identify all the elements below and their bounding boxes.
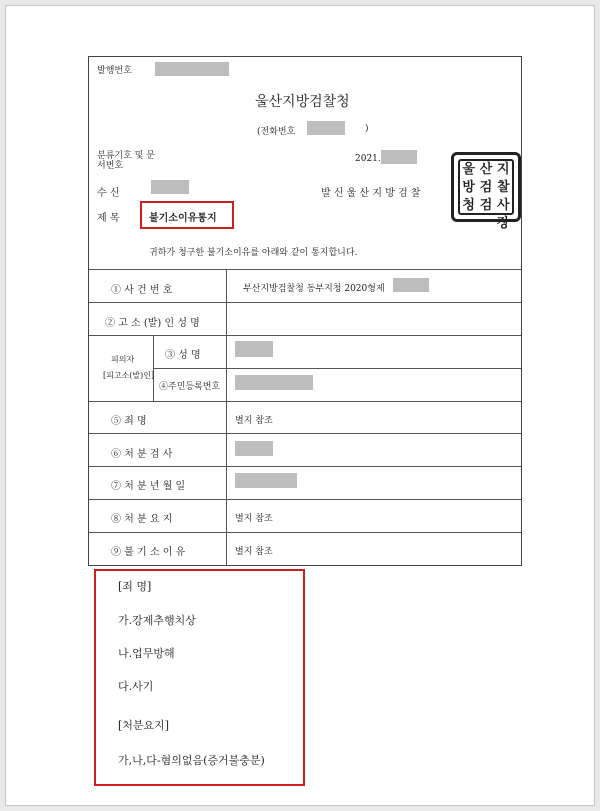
annex-crime-item: 가.강제추행치상 [118,614,196,627]
row-label-case-number: ① 사 건 번 호 [111,285,173,296]
annex-crime-header: [죄 명] [118,580,152,593]
case-number-redaction [393,278,429,292]
notice-document [88,56,522,566]
row-label-disposition-summary: ⑧ 처 분 요 지 [111,514,173,525]
annex-crime-item: 다.사기 [118,680,154,693]
phone-redaction [307,121,345,135]
annex-disposition-header: [처분요지] [118,719,170,732]
agency-title: 울산지방검찰청 [255,94,350,110]
row-label-non-indictment-reason: ⑨ 불 기 소 이 유 [111,547,186,558]
issue-number-label: 발행번호 [97,66,132,76]
suspect-label-sub: [피고소(발)인] [103,371,155,380]
seal-character: 울 [462,162,475,177]
phone-label: (전화번호 [257,127,296,137]
subject-label: 제 목 [97,213,120,224]
table-top-border [89,269,521,270]
table-column-divider [226,269,227,565]
row-label-resident-number: ④주민등록번호 [159,382,221,392]
seal-character: 사장 [497,198,510,231]
table-row-divider [89,302,521,303]
document-class-label: 분류기호 및 문서번호 [97,151,155,171]
date-redaction [381,150,417,164]
resident-number-redaction [235,375,313,390]
table-row-divider [153,368,521,369]
subject-value: 불기소이유통지 [149,213,217,224]
annex-disposition-text: 가,나,다-혐의없음(증거불충분) [118,754,265,767]
row-label-prosecutor: ⑥ 처 분 검 사 [111,449,173,460]
table-row-divider [89,466,521,467]
seal-character: 청 [462,198,475,213]
row-label-complainant: ② 고 소 (발) 인 성 명 [105,318,200,329]
table-column-divider [153,335,154,401]
intro-text: 귀하가 청구한 불기소이유를 아래와 같이 통지합니다. [149,248,358,258]
seal-character: 방 [462,180,475,195]
seal-character: 검 [479,180,493,195]
row-value-case-number: 부산지방검찰청 동부지청 2020형제 [243,284,385,294]
seal-character: 찰 [497,180,510,195]
subject-highlight-box [140,201,234,229]
disposition-date-redaction [235,473,297,488]
table-row-divider [89,499,521,500]
row-value-disposition-summary: 별지 참조 [235,514,273,524]
sender-text: 발 신 울 산 지 방 검 찰 [321,188,421,199]
seal-character: 검 [479,198,493,213]
seal-character: 산 [479,162,493,177]
recipient-redaction [151,180,189,194]
table-row-divider [89,401,521,402]
seal-character: 지 [497,162,510,177]
row-value-charge: 별지 참조 [235,416,273,426]
name-redaction [235,341,273,357]
phone-close: ) [365,124,369,134]
annex-crime-item: 나.업무방해 [118,647,175,660]
row-value-non-indictment-reason: 별지 참조 [235,547,273,557]
suspect-label: 피의자 [111,355,135,364]
recipient-label: 수 신 [97,188,120,199]
row-label-disposition-date: ⑦ 처 분 년 월 일 [111,481,186,492]
seal-characters [458,159,514,231]
row-label-name: ③ 성 명 [165,350,201,361]
row-label-charge: ⑤ 죄 명 [111,416,147,427]
official-seal [451,152,521,231]
issue-number-redaction [155,62,229,76]
prosecutor-redaction [235,441,273,456]
table-row-divider [89,532,521,533]
table-row-divider [89,433,521,434]
date-prefix: 2021. [355,154,381,164]
